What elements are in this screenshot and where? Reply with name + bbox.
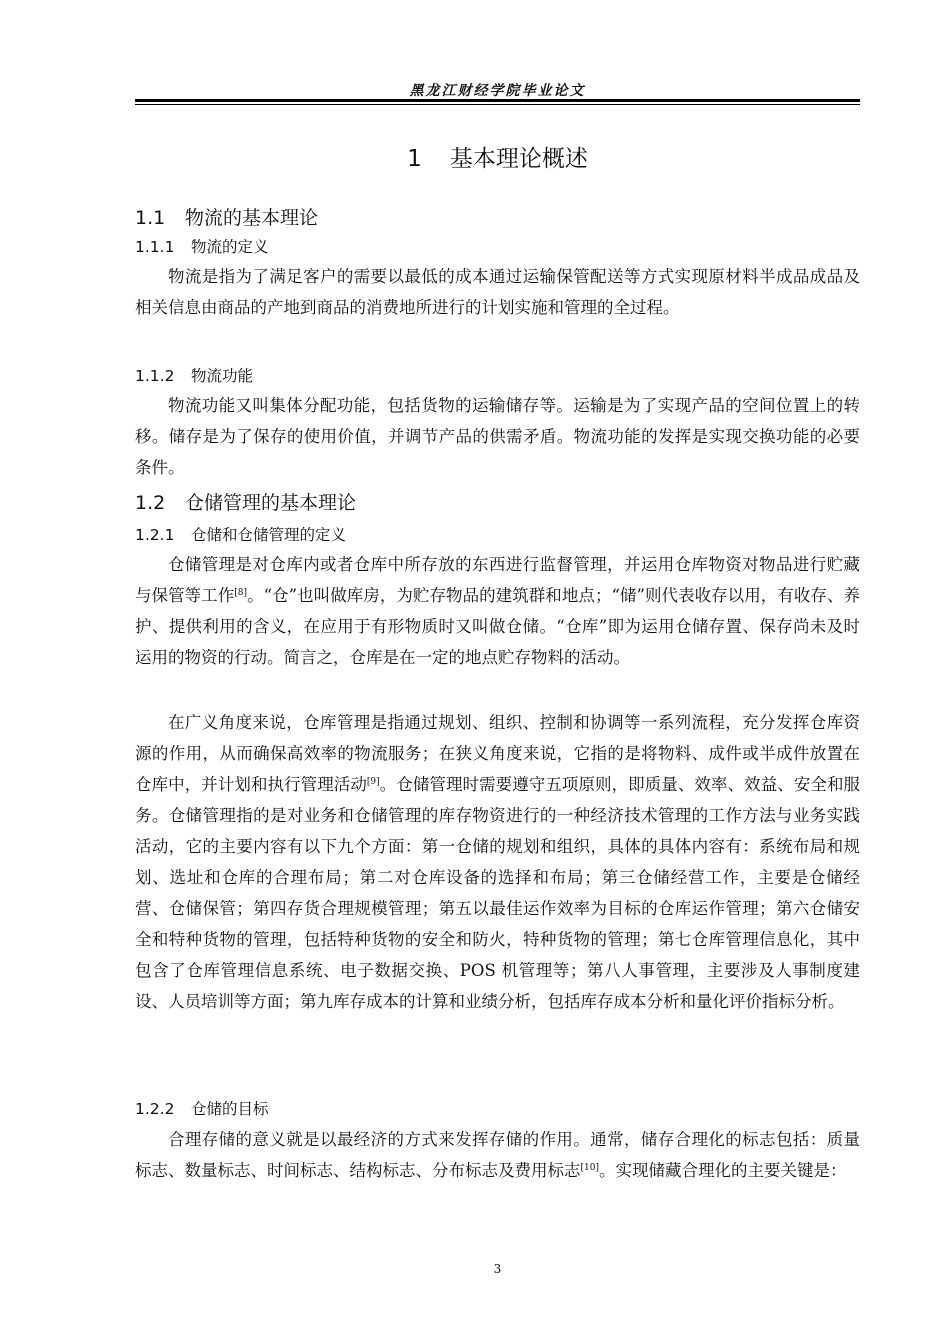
- header-rule-thin: [135, 104, 860, 105]
- subsection-number: 1.2.1: [135, 526, 175, 544]
- section-title: 仓储管理的基本理论: [185, 492, 357, 514]
- section-heading-1-2: [135, 488, 356, 515]
- paragraph-logistics-function: 物流功能又叫集体分配功能，包括货物的运输储存等。运输是为了实现产品的空间位置上的转移。储存是为了保存的使用价值，并调节产品的供需矛盾。物流功能的发挥是实现交换功能的必要条件。: [135, 396, 860, 477]
- subsection-number: 1.2.2: [135, 1100, 175, 1118]
- subsection-title: 物流功能: [191, 367, 254, 385]
- chapter-title: 基本理论概述: [449, 146, 588, 172]
- subsection-heading-1-2-1: [135, 523, 346, 545]
- page-number: 3: [493, 1262, 502, 1276]
- paragraph-logistics-definition: 物流是指为了满足客户的需要以最低的成本通过运输保管配送等方式实现原材料半成品成品及相关信息由商品的产地到商品的消费地所进行的计划实施和管理的全过程。: [135, 267, 860, 317]
- section-number: 1.2: [135, 492, 166, 514]
- subsection-heading-1-1-1: [135, 235, 269, 257]
- subsection-number: 1.1.1: [135, 238, 175, 256]
- paragraph-warehouse-definition: 仓储管理是对仓库内或者仓库中所存放的东西进行监督管理，并运用仓库物资对物品进行贮藏与保管等工作[8]。“仓”也叫做库房，为贮存物品的建筑群和地点；“储”则代表收存以用，有收存、养护、提供利用的含义，在应用于有形物质时又叫做仓储。“仓库”即为运用仓储存置、保存尚未及时运用的物资的行动。简言之，仓库是在一定的地点贮存物料的活动。: [135, 555, 860, 667]
- subsection-title: 物流的定义: [191, 238, 269, 256]
- section-title: 物流的基本理论: [185, 207, 319, 229]
- paragraph-storage-goal: 合理存储的意义就是以最经济的方式来发挥存储的作用。通常，储存合理化的标志包括：质量标志、数量标志、时间标志、结构标志、分布标志及费用标志[10]。实现储藏合理化的主要关键是：: [135, 1130, 860, 1180]
- chapter-number: 1: [407, 146, 422, 172]
- subsection-heading-1-2-2: [135, 1097, 269, 1119]
- citation-ref: [9]: [366, 777, 380, 787]
- paragraph-warehouse-management: 在广义角度来说，仓库管理是指通过规划、组织、控制和协调等一系列流程，充分发挥仓库资源的作用，从而确保高效率的物流服务；在狭义角度来说，它指的是将物料、成件或半成件放置在仓库中，并计划和执行管理活动[9]。仓储管理时需要遵守五项原则，即质量、效率、效益、安全和服务。仓储管理指的是对业务和仓储管理的库存物资进行的一种经济技术管理的工作方法与业务实践活动，它的主要内容有以下九个方面：第一仓储的规划和组织，具体的具体内容有：系统布局和规划、选址和仓库的合理布局；第二对仓库设备的选择和布局；第三仓储经营工作，主要是仓储经营、仓储保管；第四存货合理规模管理；第五以最佳运作效率为目标的仓库运作管理；第六仓储安全和特种货物的管理，包括特种货物的安全和防火，特种货物的管理；第七仓库管理信息化，其中包含了仓库管理信息系统、电子数据交换、POS 机管理等；第八人事管理，主要涉及人事制度建设、人员培训等方面；第九库存成本的计算和业绩分析，包括库存成本分析和量化评价指标分析。: [135, 713, 861, 1011]
- subsection-title: 仓储和仓储管理的定义: [191, 526, 347, 544]
- header-rule-thick: [135, 99, 860, 102]
- subsection-title: 仓储的目标: [191, 1100, 269, 1118]
- subsection-number: 1.1.2: [135, 367, 175, 385]
- section-heading-1-1: [135, 203, 318, 230]
- chapter-heading: [135, 140, 860, 173]
- section-number: 1.1: [135, 207, 166, 229]
- citation-ref: [8]: [234, 588, 248, 598]
- citation-ref: [10]: [580, 1163, 599, 1173]
- running-header: 黑龙江财经学院毕业论文: [409, 83, 586, 99]
- subsection-heading-1-1-2: [135, 364, 253, 386]
